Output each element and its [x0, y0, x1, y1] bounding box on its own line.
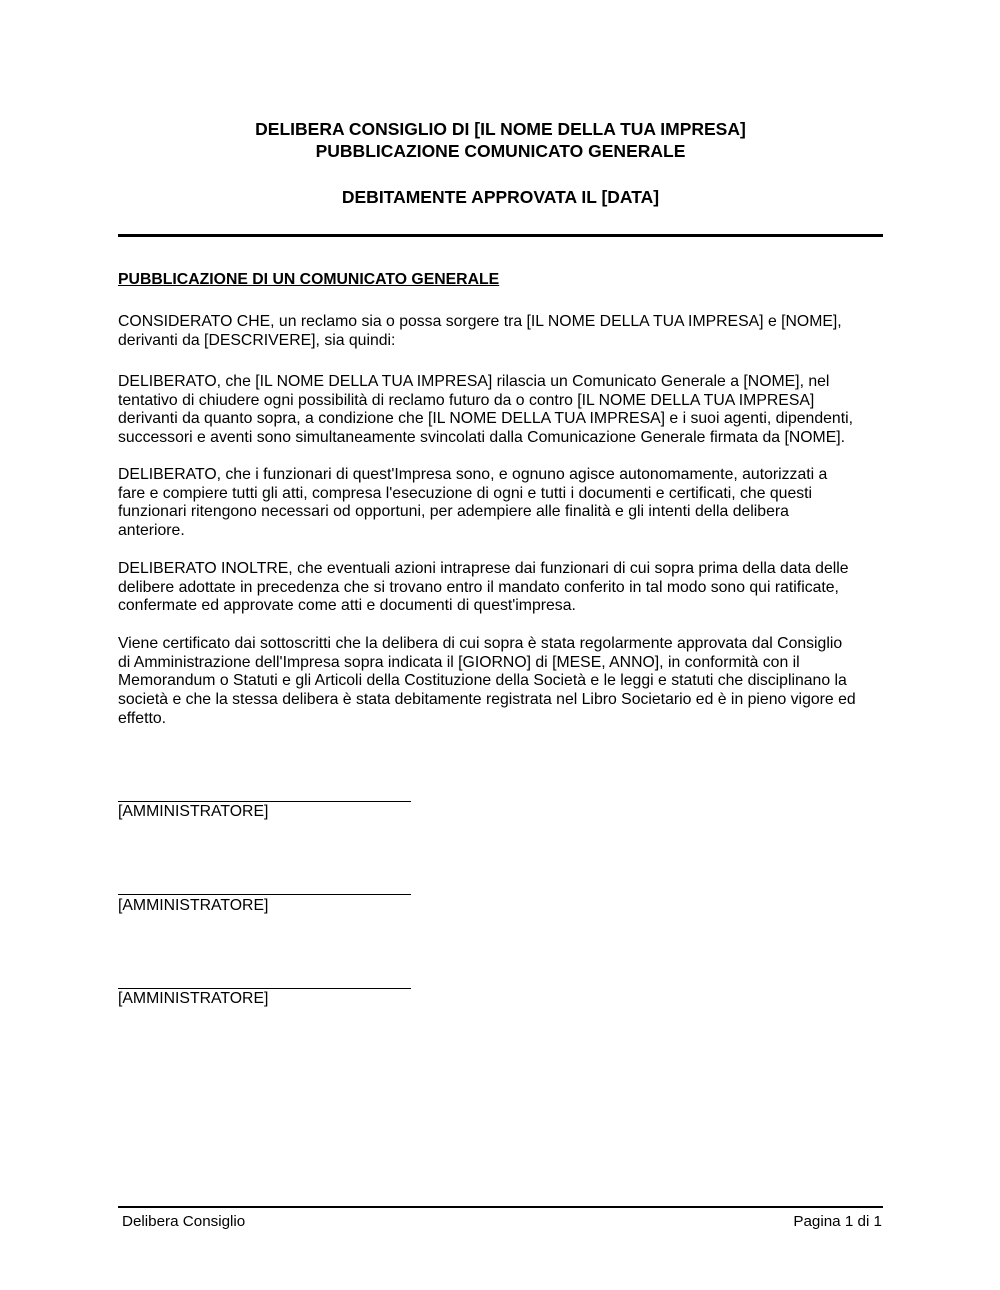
- text-line: CONSIDERATO CHE, un reclamo sia o possa sorgere tra [IL NOME DELLA TUA IMPRESA] e [NOME],: [118, 313, 842, 330]
- text-line: derivanti da [DESCRIVERE], sia quindi:: [118, 331, 396, 349]
- footer-page-number: Pagina 1 di 1: [793, 1213, 882, 1230]
- footer-divider: [118, 1206, 883, 1208]
- paragraph-deliberato-2: [118, 466, 898, 541]
- text-line: Viene certificato dai sottoscritti che la delibera di cui sopra è stata regolarmente approvata dal Consiglio: [118, 635, 843, 652]
- text-line: effetto.: [118, 709, 167, 727]
- signature-label: [AMMINISTRATORE]: [118, 897, 269, 914]
- document-title: [118, 118, 883, 162]
- paragraph-deliberato-inoltre: [118, 560, 898, 616]
- text-line: Memorandum o Statuti e gli Articoli della Costituzione della Società e le leggi e statuti che disciplinano la: [118, 672, 847, 690]
- signature-line: [118, 894, 411, 895]
- signature-line: [118, 988, 411, 989]
- text-line: successori e aventi sono simultaneamente svincolati dalla Comunicazione Generale firmata da [NOME].: [118, 429, 846, 447]
- text-line: confermate ed approvate come atti e documenti di quest'impresa.: [118, 597, 576, 615]
- paragraph-certification: [118, 635, 898, 729]
- text-line: anteriore.: [118, 522, 185, 540]
- text-line: delibere adottate in precedenza che si trovano entro il mandato conferito in tal modo sono qui ratificate,: [118, 578, 839, 596]
- title-divider: [118, 234, 883, 237]
- signature-line: [118, 801, 411, 802]
- text-line: funzionari ritengono necessari od opportuni, per adempiere alle finalità e gli intenti della delibera: [118, 503, 789, 521]
- footer-document-name: Delibera Consiglio: [122, 1213, 246, 1230]
- text-line: DELIBERATO INOLTRE, che eventuali azioni intraprese dai funzionari di cui sopra prima della data delle: [118, 560, 849, 577]
- title-line-2: PUBBLICAZIONE COMUNICATO GENERALE: [315, 141, 686, 161]
- text-line: fare e compiere tutti gli atti, compresa l'esecuzione di ogni e tutti i documenti e certificati, che questi: [118, 484, 813, 502]
- section-heading: PUBBLICAZIONE DI UN COMUNICATO GENERALE: [118, 271, 500, 288]
- text-line: società e che la stessa delibera è stata debitamente registrata nel Libro Societario ed è in pieno vigore ed: [118, 691, 856, 709]
- text-line: DELIBERATO, che i funzionari di quest'Impresa sono, e ognuno agisce autonomamente, autorizzati a: [118, 466, 828, 483]
- text-line: derivanti da quanto sopra, a condizione che [IL NOME DELLA TUA IMPRESA] e i suoi agenti, dipendenti,: [118, 410, 853, 428]
- title-line-1: DELIBERA CONSIGLIO DI [IL NOME DELLA TUA IMPRESA]: [255, 119, 746, 139]
- signature-label: [AMMINISTRATORE]: [118, 990, 269, 1007]
- paragraph-considerato: [118, 313, 898, 350]
- text-line: DELIBERATO, che [IL NOME DELLA TUA IMPRESA] rilascia un Comunicato Generale a [NOME], nel: [118, 373, 830, 390]
- text-line: di Amministrazione dell'Impresa sopra indicata il [GIORNO] di [MESE, ANNO], in conformità con il: [118, 653, 800, 671]
- approval-date-title: DEBITAMENTE APPROVATA IL [DATA]: [341, 187, 660, 207]
- signature-label: [AMMINISTRATORE]: [118, 803, 269, 820]
- paragraph-deliberato-1: [118, 373, 898, 448]
- text-line: tentativo di chiudere ogni possibilità di reclamo futuro da o contro [IL NOME DELLA TUA IMPRESA]: [118, 391, 815, 409]
